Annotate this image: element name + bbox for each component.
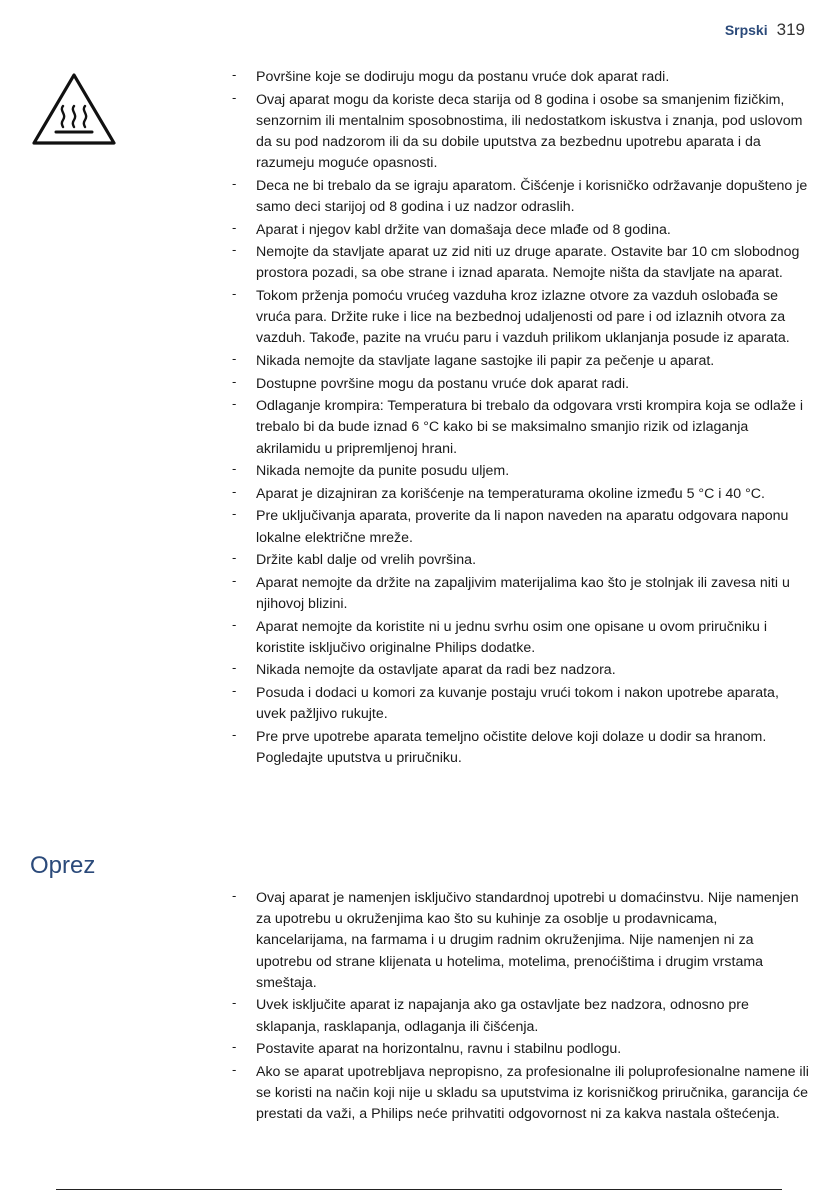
bullet-dash: - — [232, 396, 237, 412]
list-item — [230, 90, 810, 175]
list-item — [230, 573, 810, 615]
section-title-caution: Oprez — [30, 852, 96, 879]
list-item — [230, 617, 810, 659]
list-item — [230, 888, 810, 994]
page-number: 319 — [776, 20, 805, 39]
bullet-dash: - — [232, 350, 237, 366]
list-item — [230, 67, 810, 88]
list-item — [230, 995, 810, 1037]
list-item-text: Aparat nemojte da držite na zapaljivim materijalima kao što je stolnjak ili zavesa niti u njihovoj blizini. — [256, 574, 790, 612]
bullet-dash: - — [232, 682, 237, 698]
list-item — [230, 396, 810, 460]
list-item-text: Dostupne površine mogu da postanu vruće dok aparat radi. — [256, 375, 630, 392]
list-item-text: Nemojte da stavljate aparat uz zid niti uz druge aparate. Ostavite bar 10 cm slobodnog prostora pozadi, sa obe strane i iznad aparata. Nemojte ništa da stavljate na aparat. — [256, 244, 800, 282]
page-header — [725, 20, 805, 40]
list-item-text: Uvek isključite aparat iz napajanja ako ga ostavljate bez nadzora, odnosno pre sklapanja, rasklapanja, odlaganja ili čišćenja. — [256, 997, 749, 1035]
list-item — [230, 550, 810, 571]
bullet-dash: - — [232, 242, 237, 258]
list-item — [230, 286, 810, 350]
bullet-dash: - — [232, 616, 237, 632]
safety-warnings-list — [230, 67, 810, 771]
language-label: Srpski — [724, 22, 768, 38]
list-item — [230, 1039, 810, 1060]
list-item-text: Nikada nemojte da punite posudu uljem. — [256, 463, 510, 480]
list-item-text: Pre prve upotrebe aparata temeljno očistite delove koji dolaze u dodir sa hranom. Pogledajte uputstva u priručniku. — [256, 728, 767, 766]
list-item-text: Aparat je dizajniran za korišćenje na temperaturama okoline između 5 °C i 40 °C. — [256, 485, 765, 502]
list-item — [230, 242, 810, 284]
list-item-text: Ovaj aparat je namenjen isključivo standardnoj upotrebi u domaćinstvu. Nije namenjen za upotrebu u okruženjima kao što su kuhinje za osoblje u prodavnicama, kancelarijama, na farmama i u drugim radnim okruženjima. Nije namenjen ni za upotrebu od strane klijenata u hotelima, motelima, prenoćištima i drugim vrstama smeštaja. — [256, 890, 799, 991]
bullet-dash: - — [232, 67, 237, 82]
bullet-dash: - — [232, 550, 237, 566]
list-item-text: Odlaganje krompira: Temperatura bi trebalo da odgovara vrsti krompira koja se odlaže i trebalo bi da bude iznad 6 °C kako bi se maksimalno smanjio rizik od izlaganja akrilamidu u pripremljenoj hrani. — [256, 398, 804, 457]
list-item-text: Ako se aparat upotrebljava nepropisno, za profesionalne ili poluprofesionalne namene ili se koristi na način koji nije u skladu sa uputstvima iz korisničkog priručnika, garancija će prestati da važi, a Philips neće prihvatiti odgovornost ni za kakva nastala oštećenja. — [256, 1063, 809, 1123]
bullet-dash: - — [232, 660, 237, 676]
list-item-text: Deca ne bi trebalo da se igraju aparatom. Čišćenje i korisničko održavanje dopušteno je samo deci starijoj od 8 godina i uz nadzor odraslih. — [256, 177, 808, 215]
bullet-dash: - — [232, 572, 237, 588]
list-item-text: Nikada nemojte da stavljate lagane sastojke ili papir za pečenje u aparat. — [256, 352, 715, 369]
list-item — [230, 727, 810, 769]
bullet-dash: - — [232, 726, 237, 742]
list-item — [230, 683, 810, 725]
bullet-dash: - — [232, 506, 237, 522]
list-item-text: Postavite aparat na horizontalnu, ravnu i stabilnu podlogu. — [256, 1041, 622, 1058]
bullet-dash: - — [232, 175, 237, 191]
footer-divider — [56, 1189, 782, 1190]
list-item — [230, 220, 810, 241]
bullet-dash: - — [232, 219, 237, 235]
bullet-dash: - — [232, 89, 237, 105]
list-item-text: Posuda i dodaci u komori za kuvanje postaju vrući tokom i nakon upotrebe aparata, uvek pažljivo rukujte. — [256, 684, 779, 723]
bullet-dash: - — [232, 888, 237, 903]
bullet-dash: - — [232, 995, 237, 1011]
bullet-dash: - — [232, 483, 237, 499]
caution-list — [230, 888, 810, 1127]
list-item-text: Aparat nemojte da koristite ni u jednu svrhu osim one opisane u ovom priručniku i koristite isključivo originalne Philips dodatke. — [256, 618, 768, 656]
bullet-dash: - — [232, 461, 237, 477]
list-item — [230, 351, 810, 372]
list-item — [230, 461, 810, 482]
list-item-text: Površine koje se dodiruju mogu da postanu vruće dok aparat radi. — [256, 69, 670, 85]
bullet-dash: - — [232, 1061, 237, 1077]
list-item-text: Tokom prženja pomoću vrućeg vazduha kroz izlazne otvore za vazduh oslobađa se vruća para. Držite ruke i lice na bezbednoj udaljenosti od pare i od izlaznih otvora za vazduh. Takođe, pazite na vruću paru i vazduh prilikom uklanjanja posude iz aparata. — [256, 287, 790, 347]
list-item — [230, 1062, 810, 1126]
list-item-text: Pre uključivanja aparata, proverite da li napon naveden na aparatu odgovara naponu lokalne električne mreže. — [256, 508, 789, 546]
list-item-text: Aparat i njegov kabl držite van domašaja dece mlađe od 8 godina. — [256, 221, 671, 238]
bullet-dash: - — [232, 1039, 237, 1055]
list-item — [230, 484, 810, 505]
list-item-text: Nikada nemojte da ostavljate aparat da radi bez nadzora. — [256, 662, 616, 679]
list-item-text: Ovaj aparat mogu da koriste deca starija od 8 godina i osobe sa smanjenim fizičkim, senzornim ili mentalnim sposobnostima, ili nedostatkom iskustva i znanja, pod uslovom da su pod nadzorom ili da su dobile uputstva za bezbednu upotrebu aparata i da razumeju moguće opasnosti. — [256, 91, 803, 172]
bullet-dash: - — [232, 373, 237, 389]
list-item — [230, 176, 810, 218]
list-item — [230, 660, 810, 681]
list-item — [230, 374, 810, 395]
list-item-text: Držite kabl dalje od vrelih površina. — [256, 552, 477, 569]
bullet-dash: - — [232, 285, 237, 301]
hot-surface-warning-icon — [31, 72, 117, 146]
list-item — [230, 506, 810, 548]
